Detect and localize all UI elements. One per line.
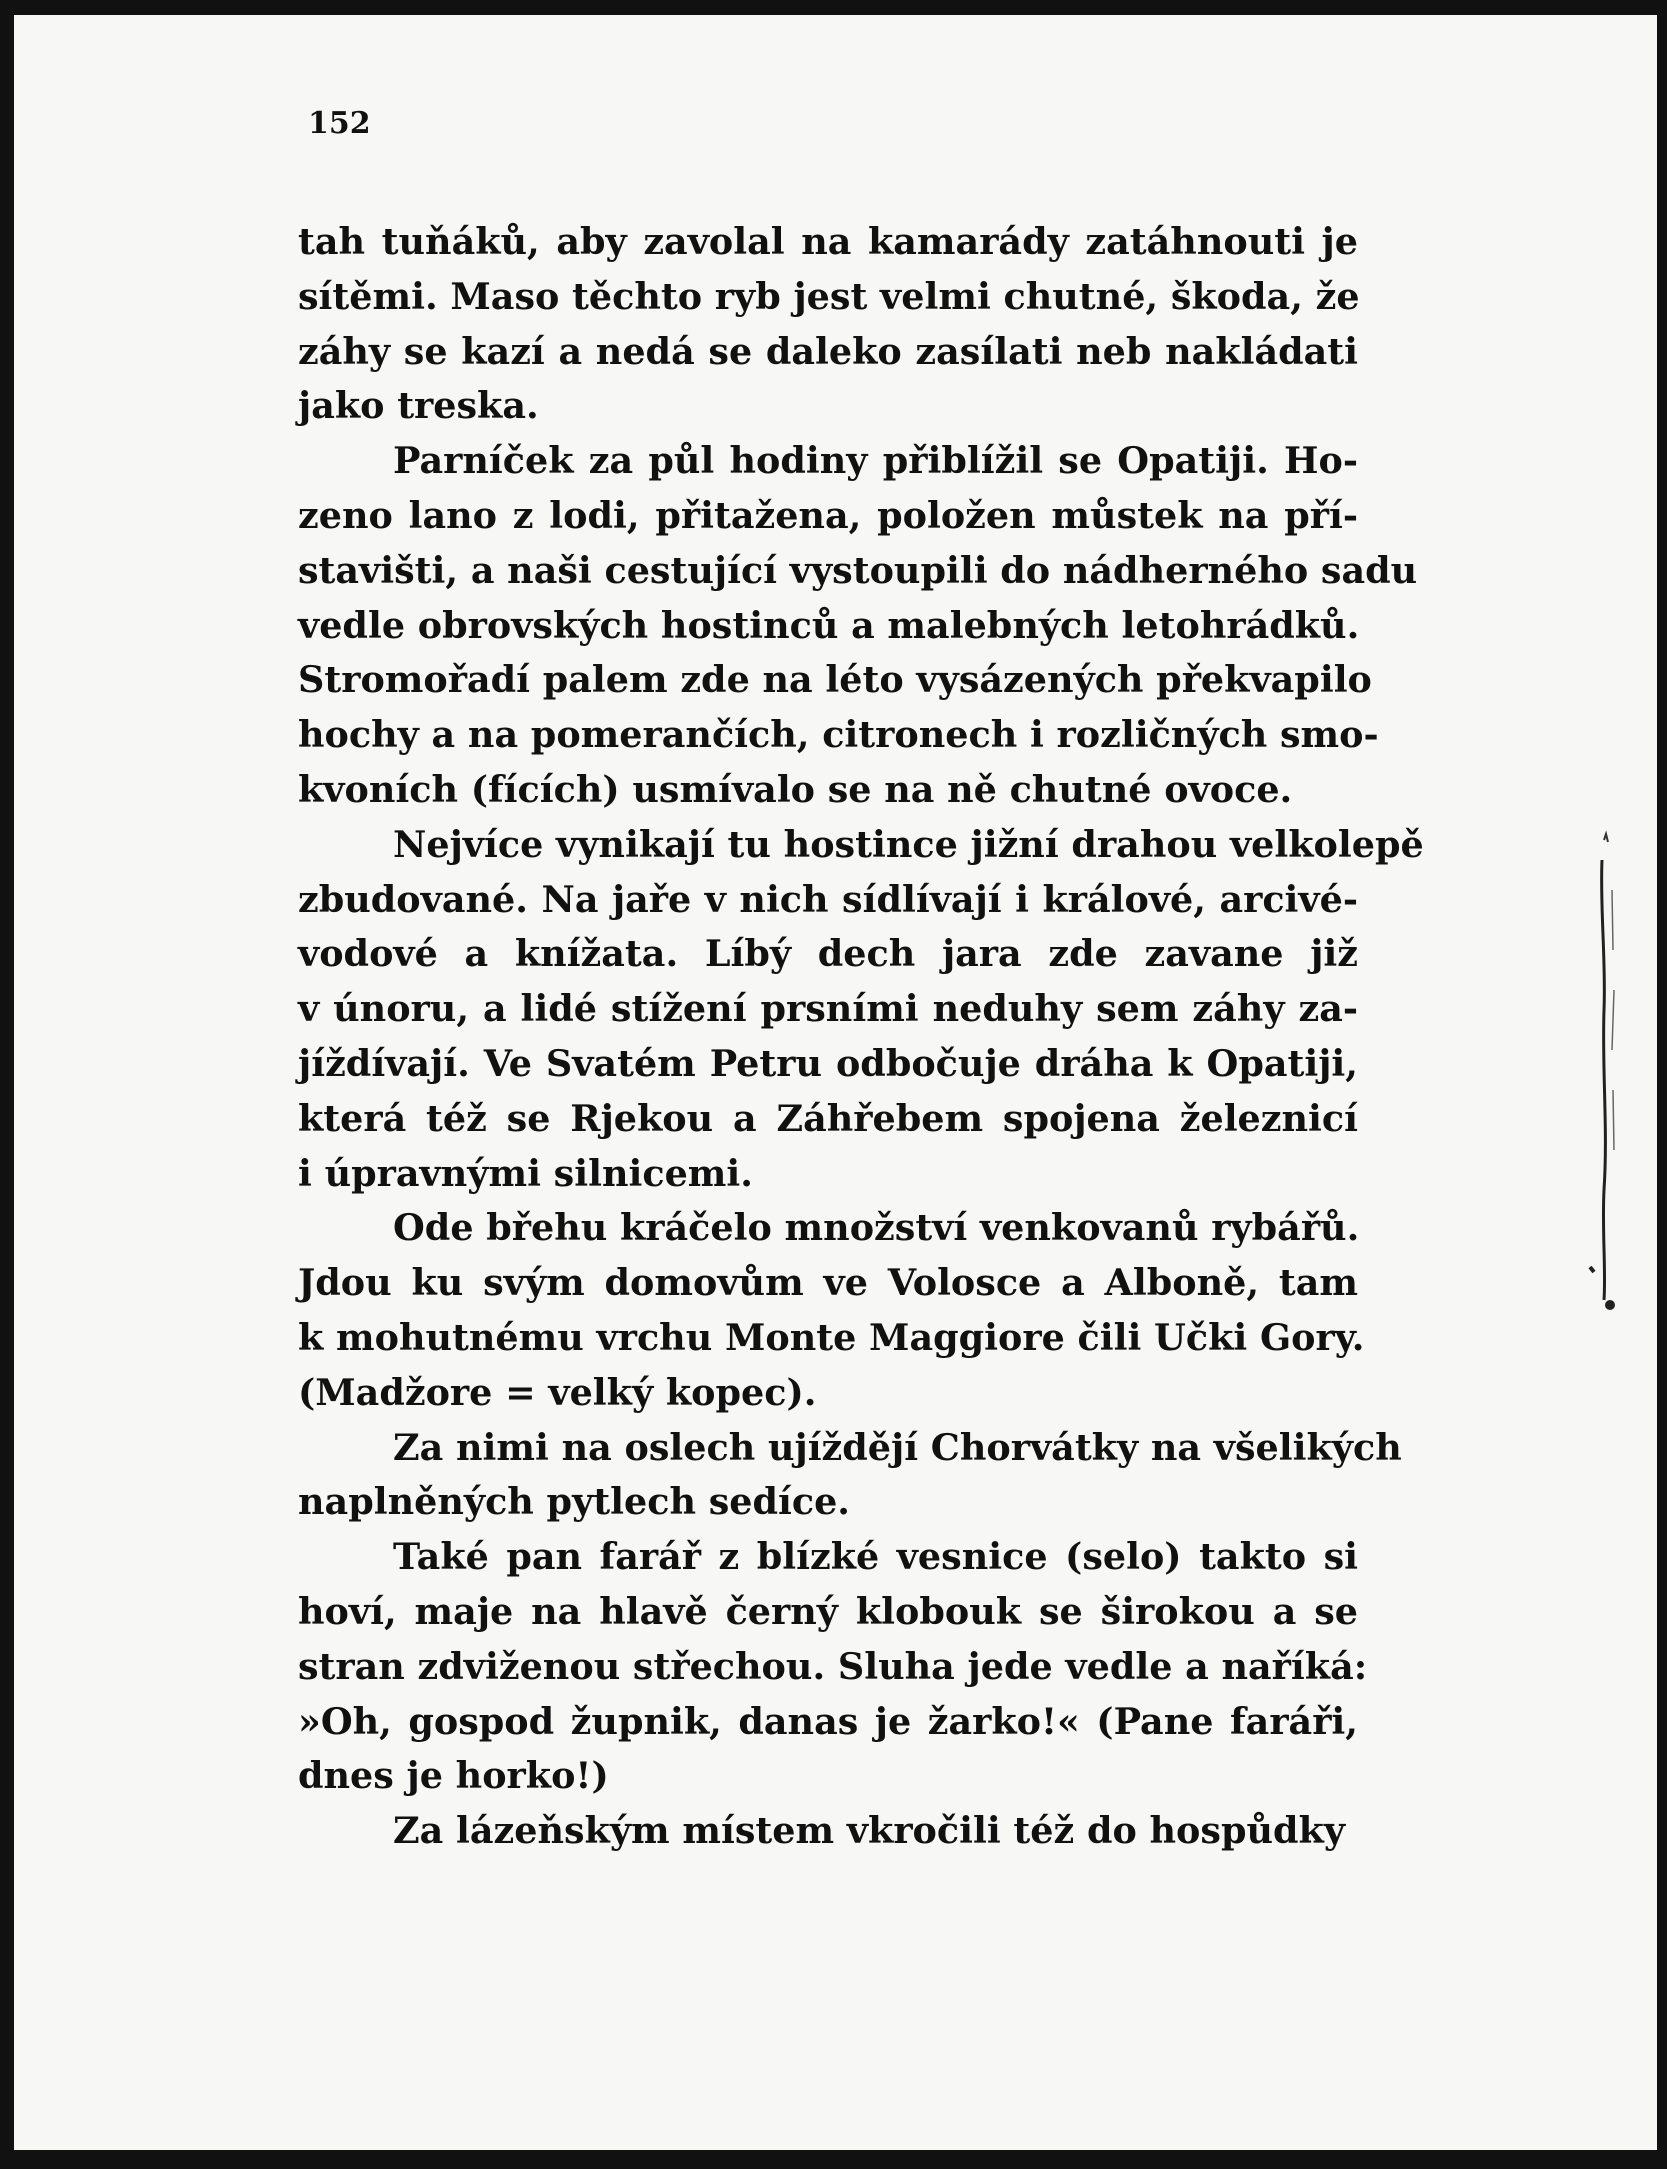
text-line: Parníček za půl hodiny přiblížil se Opatiji. Ho- <box>393 439 1358 483</box>
text-line: jako treska. <box>298 384 539 428</box>
text-line: Za lázeňským místem vkročili též do hospůdky <box>393 1809 1346 1853</box>
text-line: naplněných pytlech sedíce. <box>298 1480 851 1524</box>
text-line: stavišti, a naši cestující vystoupili do nádherného sadu <box>298 548 1418 592</box>
text-line: k mohutnému vrchu Monte Maggiore čili Učki Gory. <box>298 1315 1365 1359</box>
text-line: sítěmi. Maso těchto ryb jest velmi chutné, škoda, že <box>298 274 1360 318</box>
text-line: i úpravnými silnicemi. <box>298 1151 753 1195</box>
scan-border-right <box>1657 0 1667 2169</box>
binding-edge-marks <box>1582 830 1632 1320</box>
text-line: vodové a knížata. Líbý dech jara zde zavane již <box>298 932 1358 976</box>
text-line: zeno lano z lodi, přitažena, položen můstek na pří- <box>298 493 1358 537</box>
text-line: záhy se kazí a nedá se daleko zasílati neb nakládati <box>298 329 1358 373</box>
text-line: (Madžore = velký kopec). <box>298 1370 817 1414</box>
text-line: stran zdviženou střechou. Sluha jede vedle a naříká: <box>298 1644 1368 1688</box>
text-line: Stromořadí palem zde na léto vysázených překvapilo <box>298 658 1372 702</box>
text-line: zbudované. Na jaře v nich sídlívají i králové, arcivé- <box>298 877 1358 921</box>
text-line: vedle obrovských hostinců a malebných letohrádků. <box>298 603 1360 647</box>
body-text <box>298 215 1424 1859</box>
text-line: tah tuňáků, aby zavolal na kamarády zatáhnouti je <box>298 220 1358 263</box>
text-line: která též se Rjekou a Záhřebem spojena železnicí <box>298 1096 1358 1140</box>
scan-border-top <box>0 0 1667 15</box>
text-line: Ode břehu kráčelo množství venkovanů rybářů. <box>393 1206 1360 1250</box>
text-line: Také pan farář z blízké vesnice (selo) takto si <box>393 1535 1358 1579</box>
text-line: »Oh, gospod župnik, danas je žarko!« (Pane faráři, <box>298 1699 1358 1743</box>
text-line: kvoních (fících) usmívalo se na ně chutné ovoce. <box>298 767 1293 811</box>
page-number: 152 <box>308 106 371 141</box>
text-line: hochy a na pomerančích, citronech i rozličných smo- <box>298 713 1379 757</box>
text-line: dnes je horko!) <box>298 1754 609 1798</box>
text-line: Jdou ku svým domovům ve Volosce a Alboně, tam <box>298 1261 1358 1305</box>
text-line: v únoru, a lidé stížení prsními neduhy sem záhy za- <box>298 987 1358 1031</box>
scan-border-left <box>0 0 14 2169</box>
scan-border-bottom <box>0 2150 1667 2169</box>
text-line: jíždívají. Ve Svatém Petru odbočuje dráha k Opatiji, <box>298 1041 1358 1085</box>
text-line: hoví, maje na hlavě černý klobouk se širokou a se <box>298 1589 1358 1633</box>
text-line: Nejvíce vynikají tu hostince jižní drahou velkolepě <box>393 822 1424 866</box>
text-line: Za nimi na oslech ujíždějí Chorvátky na všelikých <box>393 1425 1402 1469</box>
